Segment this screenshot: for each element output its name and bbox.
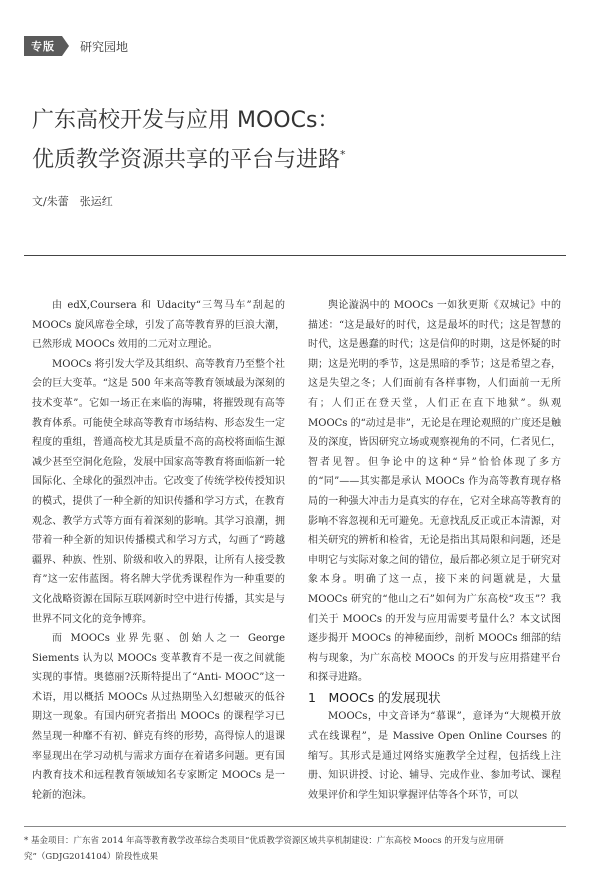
section-heading: 1 MOOCs 的发展现状 [308, 689, 441, 705]
footnote-divider [24, 826, 566, 827]
paragraph: 舆论漩涡中的 MOOCs 一如狄更斯《双城记》中的描述：“这是最好的时代，这是最坏的时代；这是智慧的时代，这是愚蠢的时代；这是信仰的时期，这是怀疑的时期；这是光明的季节，这是黑暗的季节；这是希望之春，这是失望之冬；人们面前有各样事物，人们面前一无所有；人们正在登天堂，人们正在直下地狱”。纵观 MOOCs 的“动过是非”，无论是在理论观照的广度还是触及的深度，皆因研究立场或观察视角的不同，仁者见仁，智者见智。但争论中的这种“异”恰恰体现了多方的“同”——其实都是承认 MOOCs 作为高等教育现存格局的一种强大冲击力是真实的存在，它对全球高等教育的影响不容忽视和无可避免。无意找乱反正或正本清源，对相关研究的辨析和检省，无论是指出其局限和问题，还是申明它与实际对象之间的错位，最后都必须立足于研究对象本身。明确了这一点，接下来的问题就是，大量 MOOCs 研究的“他山之石”如何为广东高校“攻玉”？我们关于 MOOCs 的开发与应用需要考量什么？本文试图逐步揭开 MOOCs 的神秘面纱，剖析 MOOCs 细部的结构与现象，为广东高校 MOOCs 的开发与应用搭建平台和探寻进路。 [308, 300, 561, 684]
footnote: * 基金项目：广东省 2014 年高等教育教学改革综合类项目“优质教学资源区域共享机制建设：广东高校 Moocs 的开发与应用研究”（GDJG2014104）阶段性成果 [24, 836, 504, 862]
article-title [32, 104, 552, 177]
title-divider [24, 255, 566, 256]
section-name: 研究园地 [80, 39, 129, 54]
section-header [24, 36, 128, 56]
right-column [308, 296, 561, 805]
paragraph: 而 MOOCs 业界先驱、创始人之一 George Siements 认为以 MOOCs 变革教育不是一夜之间就能实现的事情。奥德丽?沃斯特提出了“Anti- MOOC”这一术语，用以概括 MOOCs 从过热期坠入幻想破灭的低谷期这一现象。有国内研究者指出 MOOCs 的课程学习已然呈现一种靡不有初、鲜克有终的形势，高得惊人的退课率显现出在学习动机与需求方面存在着诸多问题。更有国内教育技术和远程教育领域知名专家断定 MOOCs 是一轮新的泡沫。 [32, 633, 285, 801]
title-line-1: 广东高校开发与应用 MOOCs： [32, 108, 340, 133]
column-tag: 专版 [24, 36, 62, 56]
paragraph: MOOCs，中文音译为“慕课”，意译为“大规模开放式在线课程”，是 Massive Open Online Courses 的缩写。其形式是通过网络实施教学全过程，包括线上注册、知识讲授、讨论、辅导、完成作业、参加考试、课程效果评价和学生知识掌握评估等各个环节，可以 [308, 711, 561, 801]
paragraph: 由 edX,Coursera 和 Udacity“三驾马车”刮起的 MOOCs 旋风席卷全球，引发了高等教育界的巨浪大潮，已然形成 MOOCs 效用的二元对立理论。 [32, 300, 285, 351]
title-line-2: 优质教学资源共享的平台与进路 [32, 147, 341, 173]
paragraph: MOOCs 将引发大学及其组织、高等教育乃至整个社会的巨大变革。“这是 500 年来高等教育领域最为深刻的技术变革”。它如一场正在来临的海啸，将摧毁现有高等教育体系。可能使全球高等教育市场结构、形态发生一定程度的重组，普通高校尤其是质量不高的高校将面临生源减少甚至空洞化危险，发展中国家高等教育将面临新一轮国际化、全球化的强烈冲击。它改变了传统学校传授知识的模式，提供了一种全新的知识传播和学习方式，在教育观念、教学方式等方面有着深刻的影响。其学习浪潮，拥带着一种全新的知识传播模式和学习方式，勾画了“跨越疆界、种族、性别、阶级和收入的界限，让所有人接受教育”这一宏伟蓝图。将名牌大学优秀课程作为一种重要的文化战略资源在国际互联网新时空中进行传播，其实是与世界不同文化的竞争博弈。 [32, 358, 285, 625]
left-column [32, 296, 285, 805]
title-footnote-mark: * [340, 148, 346, 161]
article-authors: 文/朱蕾 张运红 [32, 195, 113, 208]
